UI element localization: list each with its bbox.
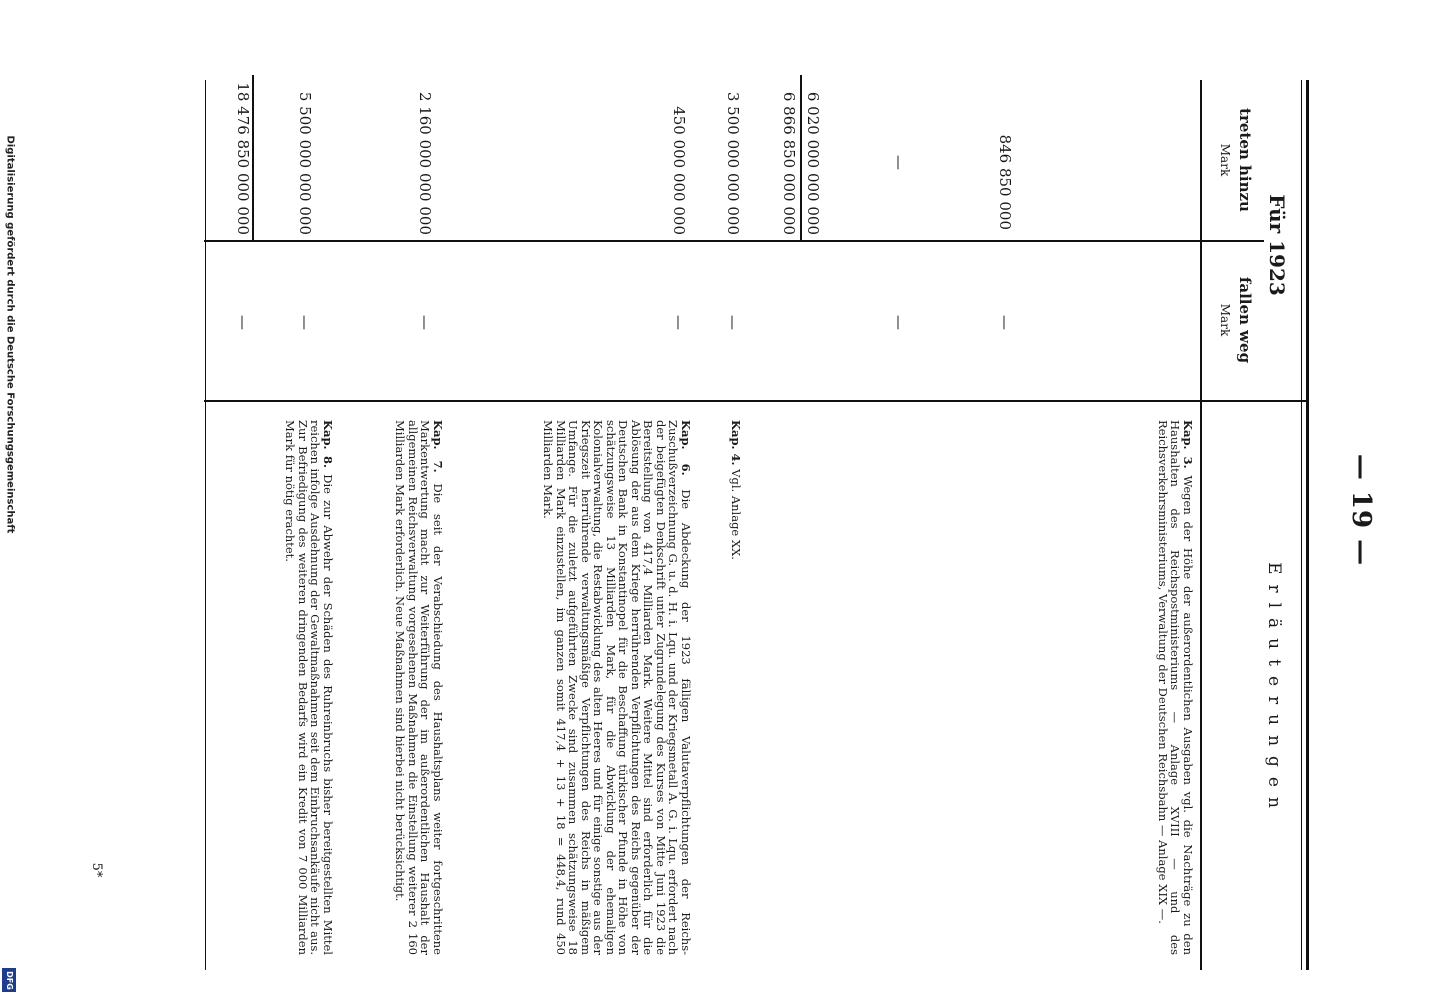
remove-row-5: — [724,315,742,330]
amount-total: 18 476 850 000 000 [234,82,252,235]
remove-total: — [234,315,252,330]
note-kap-7 [394,420,444,955]
top-rule-2 [1301,80,1302,970]
note-kap-3 [1157,420,1195,955]
note-kap-8-label: Kap. 8. [321,420,335,469]
note-kap-6 [542,420,692,955]
amount-row-3: 6 020 000 000 000 [804,91,822,235]
note-kap-3-label: Kap. 3. [1181,420,1195,469]
column-header-add: treten hinzu [1236,108,1254,212]
remove-row-6: — [670,315,688,330]
column-unit-add: Mark [1218,143,1232,177]
year-header: Für 1923 [1265,194,1289,296]
remove-row-2: — [890,315,908,330]
note-kap-7-label: Kap. 7. [431,420,445,473]
digitisation-credit: Digitalisierung gefördert durch die Deutsche Forschungsgemeinschaft [4,135,16,534]
header-rule [1200,80,1202,970]
amount-row-7: 2 160 000 000 000 [416,91,434,235]
column-divider-2 [204,400,1309,402]
amount-row-6: 450 000 000 000 [670,106,688,235]
note-kap-7-text: Die seit der Verabschiedung des Haushaltsplans weiter fortgeschrittene Markentwertung macht zur Weiterführung der im außerordentlichen Haushalt der allgemeinen Reichsverwaltung vorgesehenen Maßnahmen die Einstellung weiterer 2 160 Milliarden Mark erforderlich. Neue Maßnahmen sind hierbei nicht berücksichtigt. [393,420,445,955]
footer-bar [0,0,20,1000]
sheet-signature: 5* [89,862,104,878]
note-kap-4 [730,420,743,955]
bottom-rule [205,80,206,970]
amount-row-8: 5 500 000 000 000 [296,91,314,235]
top-rule [1306,80,1309,970]
total-rule [252,75,254,240]
column-unit-remove: Mark [1218,303,1232,337]
note-kap-6-label: Kap. 6. [679,420,693,476]
notes-header: Erläuterungen [1264,562,1284,818]
remove-row-1: — [996,315,1014,330]
page-number: — 19 — [1346,453,1376,567]
column-header-remove: fallen weg [1236,276,1254,364]
note-kap-4-text: Vgl. Anlage XX. [729,469,743,560]
sum-rule [800,75,802,240]
note-kap-3-text: Wegen der Höhe der außerordentlichen Ausgaben vgl. die Nachträge zu den Haushalten des Reichspostministeriums — Anlage XVIII — und des Reichsverkehrsministeriums, Verwaltung der Deutschen Reichsbahn — Anlage XIX —. [1156,420,1195,955]
amount-row-2: — [890,155,908,170]
amount-row-5: 3 500 000 000 000 [724,91,742,235]
dfg-logo: DFG [2,968,16,992]
amount-row-1: 846 850 000 [996,134,1014,230]
note-kap-8 [284,420,334,955]
note-kap-4-label: Kap. 4. [729,420,743,466]
note-kap-6-text: Die Abdeckung der 1923 fälligen Valutaverpflichtungen der Reichs-Zuschußverzeichnung G. u. d. H. i. Lqu. und der Kriegsmetall A. G. i. Lqu. erfordert nach der beigefügten Denkschrift unter Zugrundelegung des Kurses von Mitte Juni 1923 die Bereitstellung von 417,4 Milliarden Mark. Weitere Mittel sind erforderlich für die Ablösung der aus dem Kriege herrührenden Verpflichtungen des Reichs gegenüber der Deutschen Bank in Konstantinopel für die Beschaffung türkischer Pfunde in Höhe von schätzungsweise 13 Milliarden Mark, für die Abwicklung der ehemaligen Kolonialverwaltung, die Restabwicklung des alten Heeres und für einige sonstige aus der Kriegszeit herrührende verwaltungsmäßige Verpflichtungen des Reichs in mäßigem Umfange. Für die zuletzt aufgeführten Zwecke sind zusammen schätzungsweise 18 Milliarden Mark einzustellen, im ganzen somit 417,4 + 13 + 18 = 448,4, rund 450 Milliarden Mark. [541,420,693,955]
remove-row-7: — [416,315,434,330]
column-divider-1 [204,240,1264,242]
amount-row-4: 6 866 850 000 000 [780,91,798,235]
remove-row-8: — [296,315,314,330]
note-kap-8-text: Die zur Abwehr der Schäden des Ruhreinbruchs bisher bereitgestellten Mittel reichen infolge Ausdehnung der Gewaltmaßnahmen seit dem Einbruchsankäufe nicht aus. Zur Befriedigung des weiteren dringenden Bedarfs wird ein Kredit von 7 000 Milliarden Mark für nötig erachtet. [283,420,335,955]
